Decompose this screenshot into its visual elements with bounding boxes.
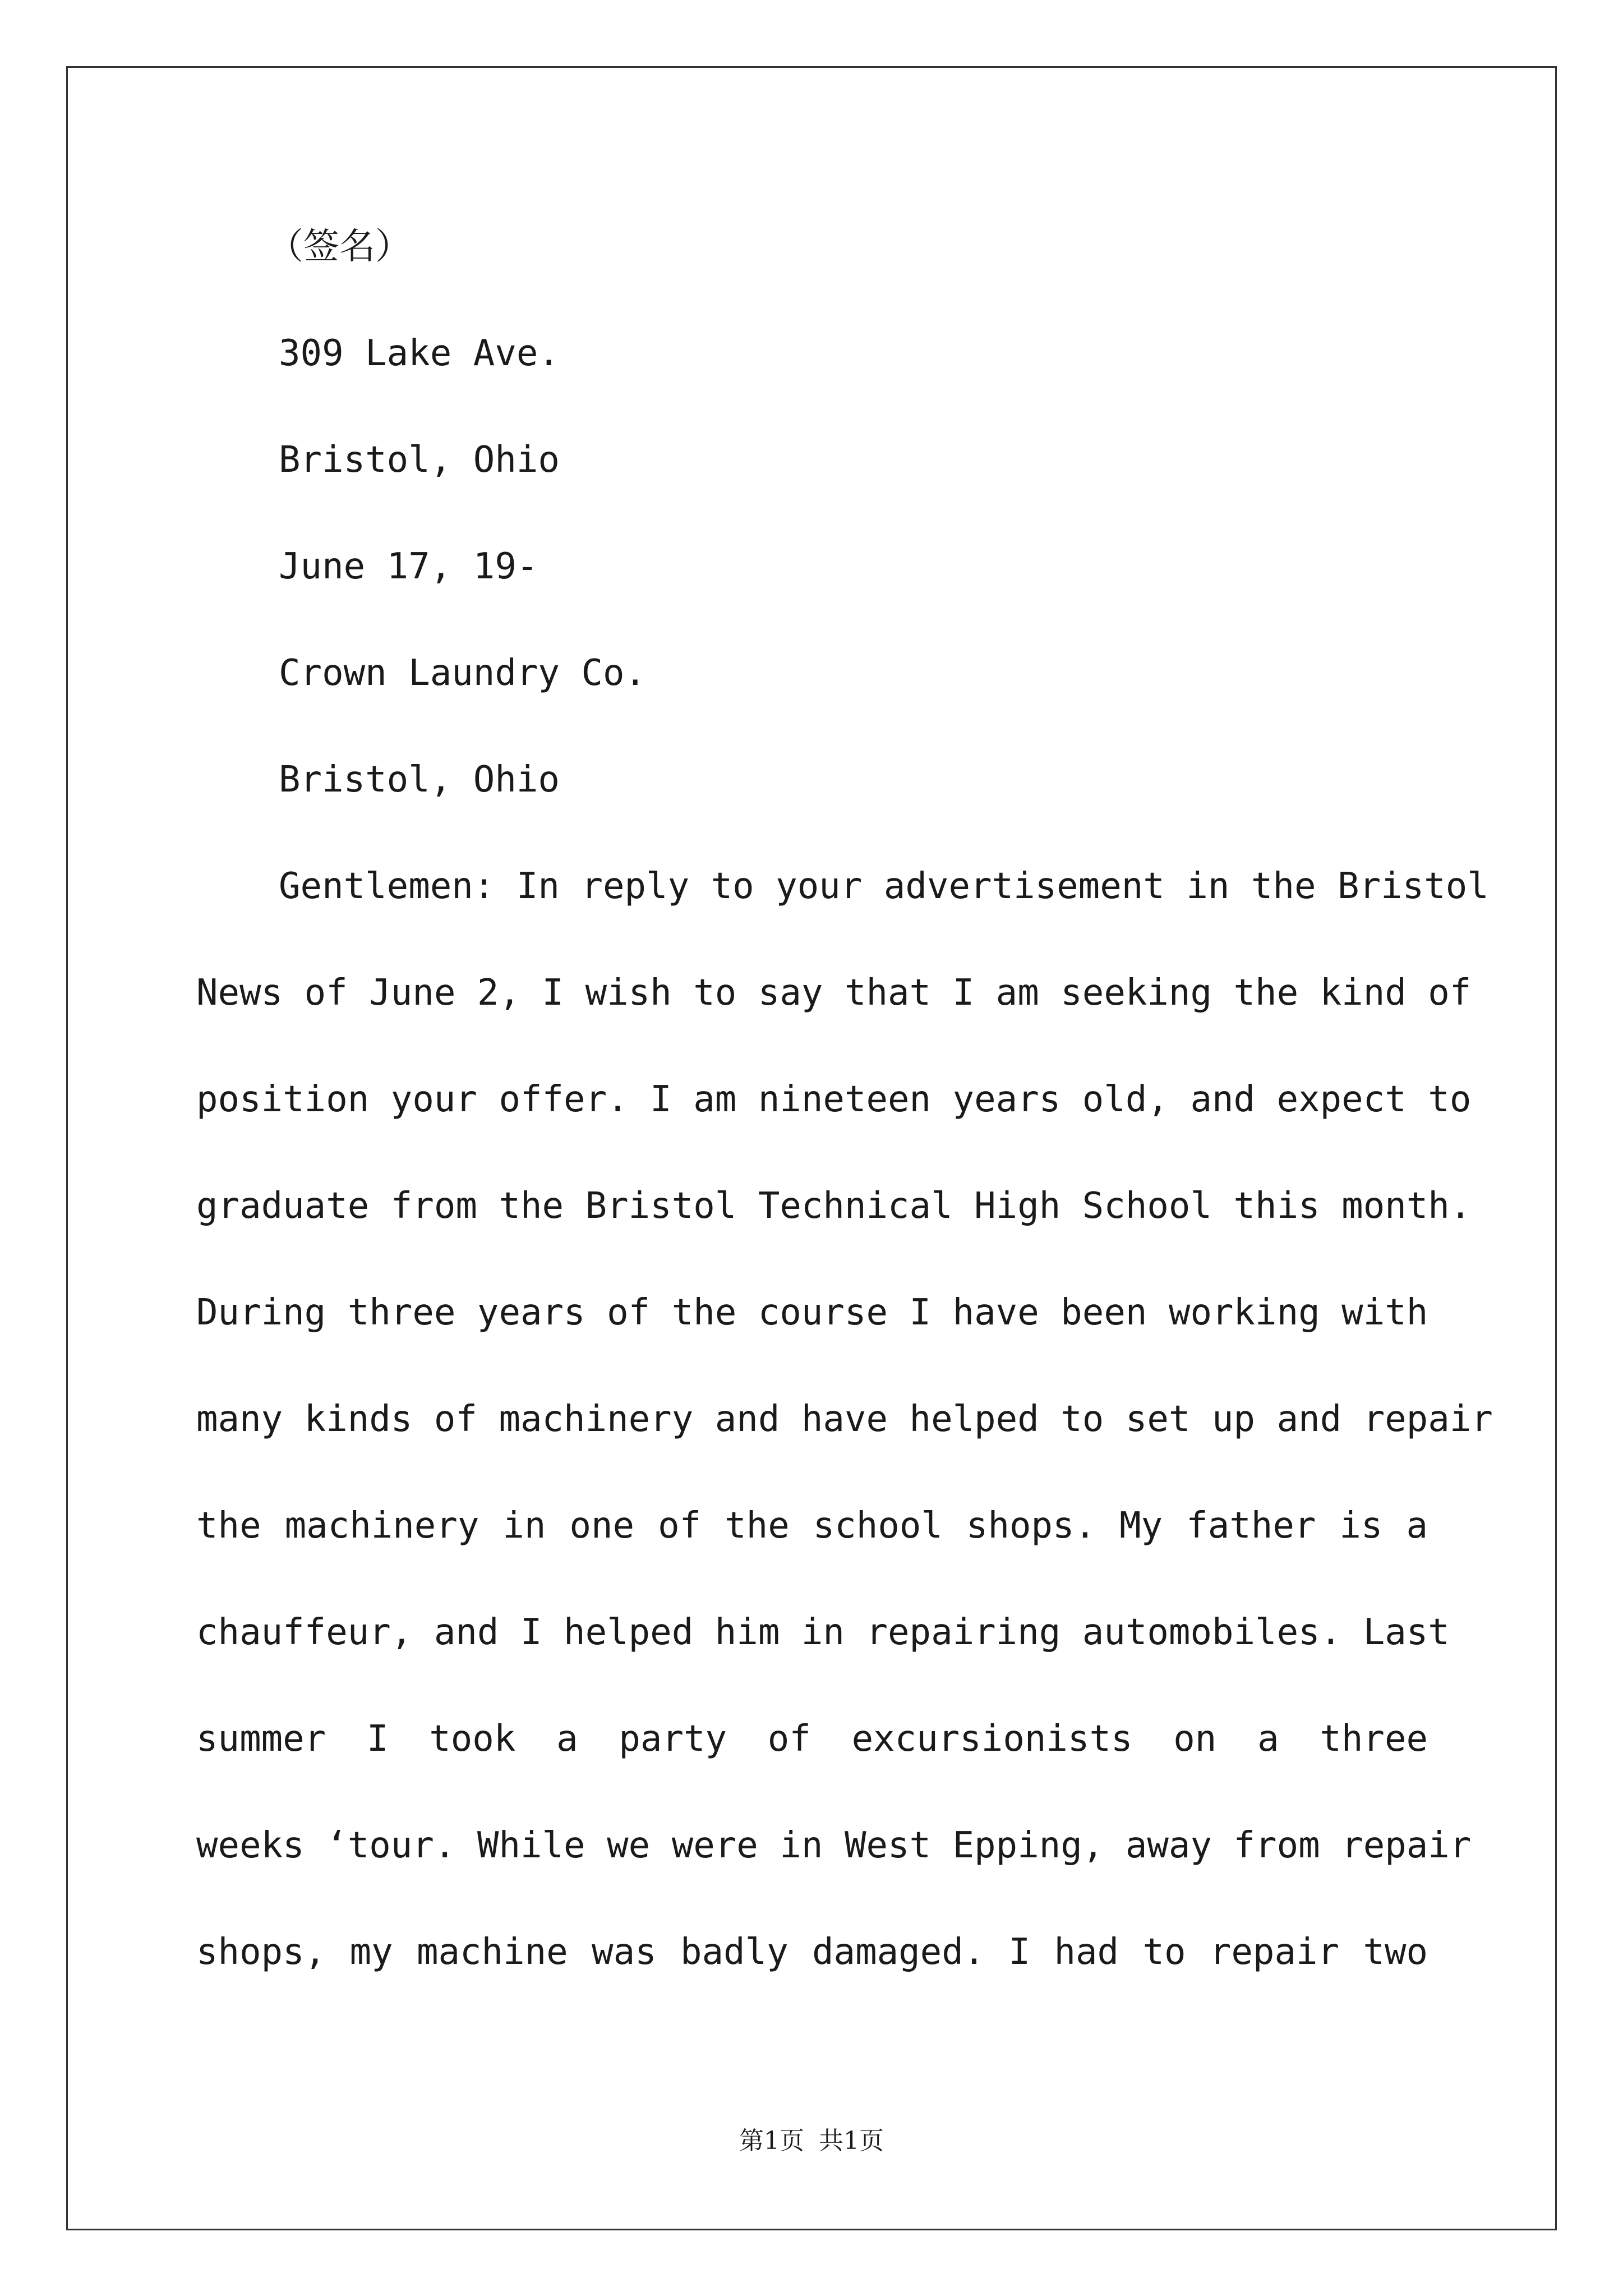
page-frame [66,66,1557,2230]
body-line: chauffeur, and I helped him in repairing automobiles. Last [196,1612,1450,1653]
body-line: During three years of the course I have been working with [196,1292,1428,1333]
body-line: summer I took a party of excursionists on a three [196,1718,1428,1760]
body-line: shops, my machine was badly damaged. I had to repair two [196,1931,1428,1973]
recipient-name: Crown Laundry Co. [279,652,647,694]
recipient-city: Bristol, Ohio [279,759,560,800]
sender-city: Bristol, Ohio [279,439,560,481]
signature-placeholder: （签名） [268,226,411,268]
body-line: Gentlemen: In reply to your advertisement in the Bristol [279,866,1489,907]
body-line: many kinds of machinery and have helped to set up and repair [196,1398,1493,1440]
letter-date: June 17, 19- [279,546,538,587]
sender-street: 309 Lake Ave. [279,333,560,374]
body-line: the machinery in one of the school shops. My father is a [196,1505,1428,1547]
body-line: position your offer. I am nineteen years old, and expect to [196,1079,1472,1120]
page-footer: 第1页 共1页 [739,2127,884,2155]
body-line: weeks ‘tour. While we were in West Epping, away from repair [196,1825,1472,1866]
body-line: News of June 2, I wish to say that I am seeking the kind of [196,972,1472,1014]
body-line: graduate from the Bristol Technical High School this month. [196,1185,1472,1227]
